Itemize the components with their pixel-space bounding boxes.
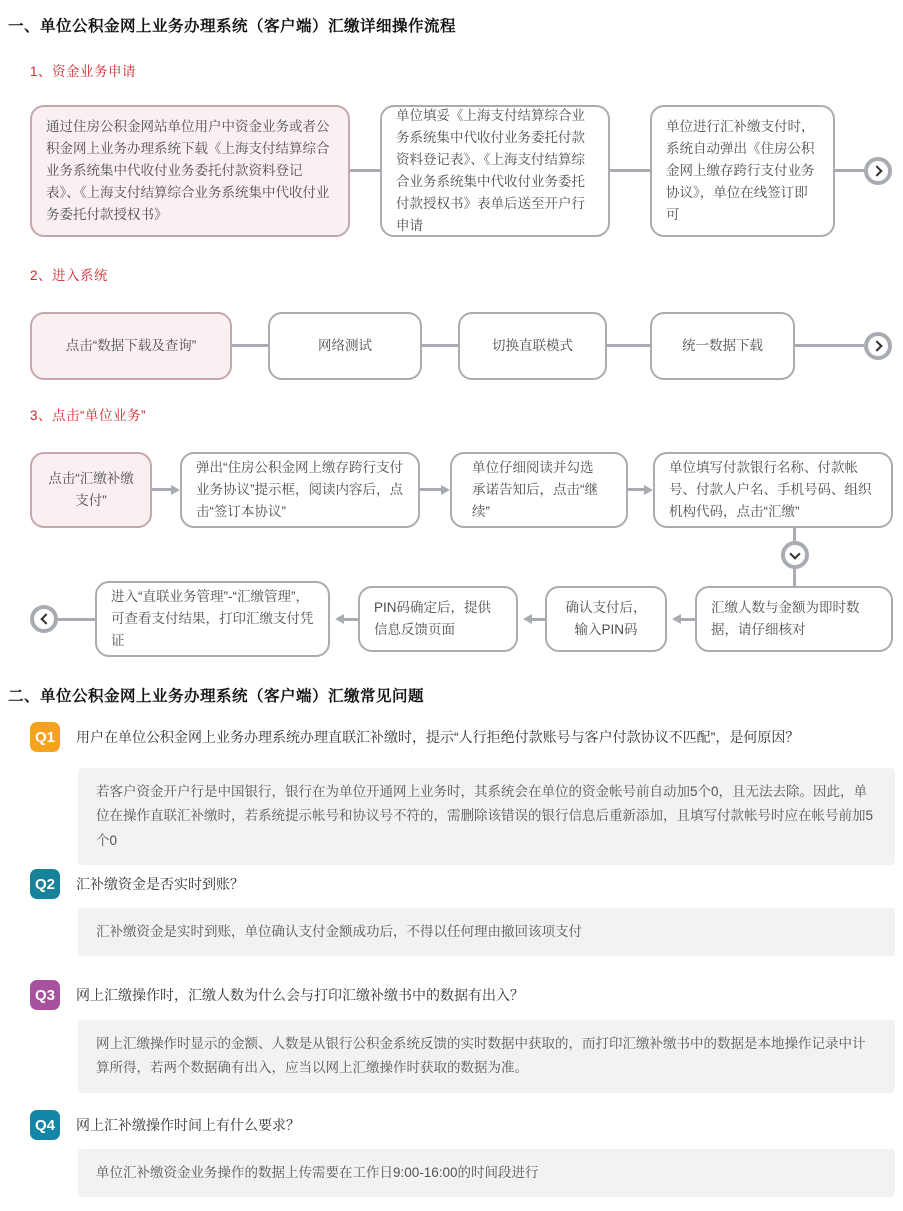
flow-connector-line xyxy=(422,344,458,347)
part1-title: 一、单位公积金网上业务办理系统（客户端）汇缴详细操作流程 xyxy=(8,18,457,35)
faq-answer: 汇补缴资金是实时到账，单位确认支付金额成功后，不得以任何理由撤回该项支付 xyxy=(78,908,895,956)
step2-heading: 2、进入系统 xyxy=(30,268,109,283)
flow-box-direct-mode xyxy=(458,312,607,380)
flow-connector-line xyxy=(610,169,650,172)
flow-next-circle[interactable] xyxy=(864,157,892,185)
flow-connector-line xyxy=(835,169,864,172)
step3-heading: 3、点击“单位业务” xyxy=(30,408,146,423)
faq-badge-q1: Q1 xyxy=(30,722,60,752)
flow-box-unified-download xyxy=(650,312,795,380)
flow-box-view-result xyxy=(95,581,330,657)
flow-down-circle[interactable] xyxy=(781,541,809,569)
chevron-right-icon xyxy=(871,340,882,351)
flow-box-input-pin xyxy=(545,586,667,652)
flow-prev-circle[interactable] xyxy=(30,605,58,633)
flow-box-text: 点击“汇缴补缴支付” xyxy=(48,471,134,508)
flow-box-text: 弹出“住房公积金网上缴存跨行支付业务协议”提示框，阅读内容后，点击“签订本协议” xyxy=(196,460,403,519)
flow-box-network-test xyxy=(268,312,422,380)
flow-box-sign-agreement xyxy=(650,105,835,237)
flow-box-fill-bank-info xyxy=(653,452,893,528)
flow-box-read-confirm xyxy=(450,452,628,528)
flow-box-text: 点击“数据下载及查询” xyxy=(65,338,197,354)
flow-connector-line xyxy=(152,488,172,491)
flow-next-circle[interactable] xyxy=(864,332,892,360)
flow-connector-line xyxy=(607,344,650,347)
flow-box-text: 单位仔细阅读并勾选承诺告知后，点击“继续” xyxy=(472,460,598,519)
flow-box-text: 统一数据下载 xyxy=(682,338,763,354)
chevron-left-icon xyxy=(40,613,51,624)
flow-box-data-download-query xyxy=(30,312,232,380)
flow-connector-line xyxy=(232,344,268,347)
faq-question: 网上汇缴操作时，汇缴人数为什么会与打印汇缴补缴书中的数据有出入？ xyxy=(76,987,524,1003)
flow-box-text: 通过住房公积金网站单位用户中资金业务或者公积金网上业务办理系统下载《上海支付结算综合业务系统集中代收付业务委托付款资料登记表》、《上海支付结算综合业务系统集中代收付业务委托付款授权书》 xyxy=(46,119,330,222)
chevron-right-icon xyxy=(871,165,882,176)
flow-connector-line xyxy=(793,528,796,541)
flow-box-pin-feedback xyxy=(358,586,518,652)
flow-box-text: 单位填妥《上海支付结算综合业务系统集中代收付业务委托付款资料登记表》、《上海支付结算综合业务系统集中代收付业务委托付款授权书》表单后送至开户行申请 xyxy=(396,108,585,233)
flow-connector-line xyxy=(793,569,796,586)
faq-badge-q3: Q3 xyxy=(30,980,60,1010)
flow-box-text: 网络测试 xyxy=(318,338,372,354)
flow-box-text: 单位填写付款银行名称、付款帐号、付款人户名、手机号码、组织机构代码，点击“汇缴” xyxy=(669,460,872,519)
faq-question: 用户在单位公积金网上业务办理系统办理直联汇补缴时，提示“人行拒绝付款账号与客户付款协议不匹配”，是何原因？ xyxy=(76,729,800,745)
flow-connector-line xyxy=(339,618,358,621)
step1-heading: 1、资金业务申请 xyxy=(30,64,137,79)
flow-box-text: 确认支付后，输入PIN码 xyxy=(565,600,647,637)
flow-box-text: 汇缴人数与金额为即时数据，请仔细核对 xyxy=(711,600,860,637)
flow-box-remit-pay xyxy=(30,452,152,528)
flow-box-text: 进入“直联业务管理”-“汇缴管理”，可查看支付结果，打印汇缴支付凭证 xyxy=(111,589,314,648)
chevron-down-icon xyxy=(789,548,800,559)
part2-title: 二、单位公积金网上业务办理系统（客户端）汇缴常见问题 xyxy=(8,688,425,705)
faq-question: 网上汇补缴操作时间上有什么要求？ xyxy=(76,1117,300,1133)
flow-connector-line xyxy=(350,169,380,172)
flow-box-verify-data xyxy=(695,586,893,652)
flow-connector-line xyxy=(58,618,95,621)
faq-badge-q4: Q4 xyxy=(30,1110,60,1140)
flow-box-agreement-popup xyxy=(180,452,420,528)
flow-connector-line xyxy=(527,618,545,621)
flow-box-text: PIN码确定后，提供信息反馈页面 xyxy=(374,600,492,637)
flow-box-submit-forms xyxy=(380,105,610,237)
faq-answer: 网上汇缴操作时显示的金额、人数是从银行公积金系统反馈的实时数据中获取的，而打印汇缴补缴书中的数据是本地操作记录中计算所得，若两个数据确有出入，应当以网上汇缴操作时获取的数据为准。 xyxy=(78,1020,895,1093)
flow-connector-line xyxy=(795,344,864,347)
faq-question: 汇补缴资金是否实时到账？ xyxy=(76,876,244,892)
flow-box-download-forms xyxy=(30,105,350,237)
faq-question-row xyxy=(30,1110,890,1140)
faq-badge-q2: Q2 xyxy=(30,869,60,899)
faq-answer: 单位汇补缴资金业务操作的数据上传需要在工作日9:00-16:00的时间段进行 xyxy=(78,1149,895,1197)
faq-answer: 若客户资金开户行是中国银行，银行在为单位开通网上业务时，其系统会在单位的资金帐号前自动加5个0，且无法去除。因此，单位在操作直联汇补缴时，若系统提示帐号和协议号不符的，需删除该错误的银行信息后重新添加，且填写付款帐号时应在帐号前加5个0 xyxy=(78,768,895,865)
flow-connector-line xyxy=(420,488,442,491)
flow-connector-line xyxy=(628,488,644,491)
flow-box-text: 单位进行汇补缴支付时，系统自动弹出《住房公积金网上缴存跨行支付业务协议》，单位在线签订即可 xyxy=(666,119,815,222)
flow-connector-line xyxy=(676,618,695,621)
faq-question-row xyxy=(30,869,890,899)
faq-question-row xyxy=(30,722,890,752)
flow-box-text: 切换直联模式 xyxy=(492,338,573,354)
faq-question-row xyxy=(30,980,890,1010)
